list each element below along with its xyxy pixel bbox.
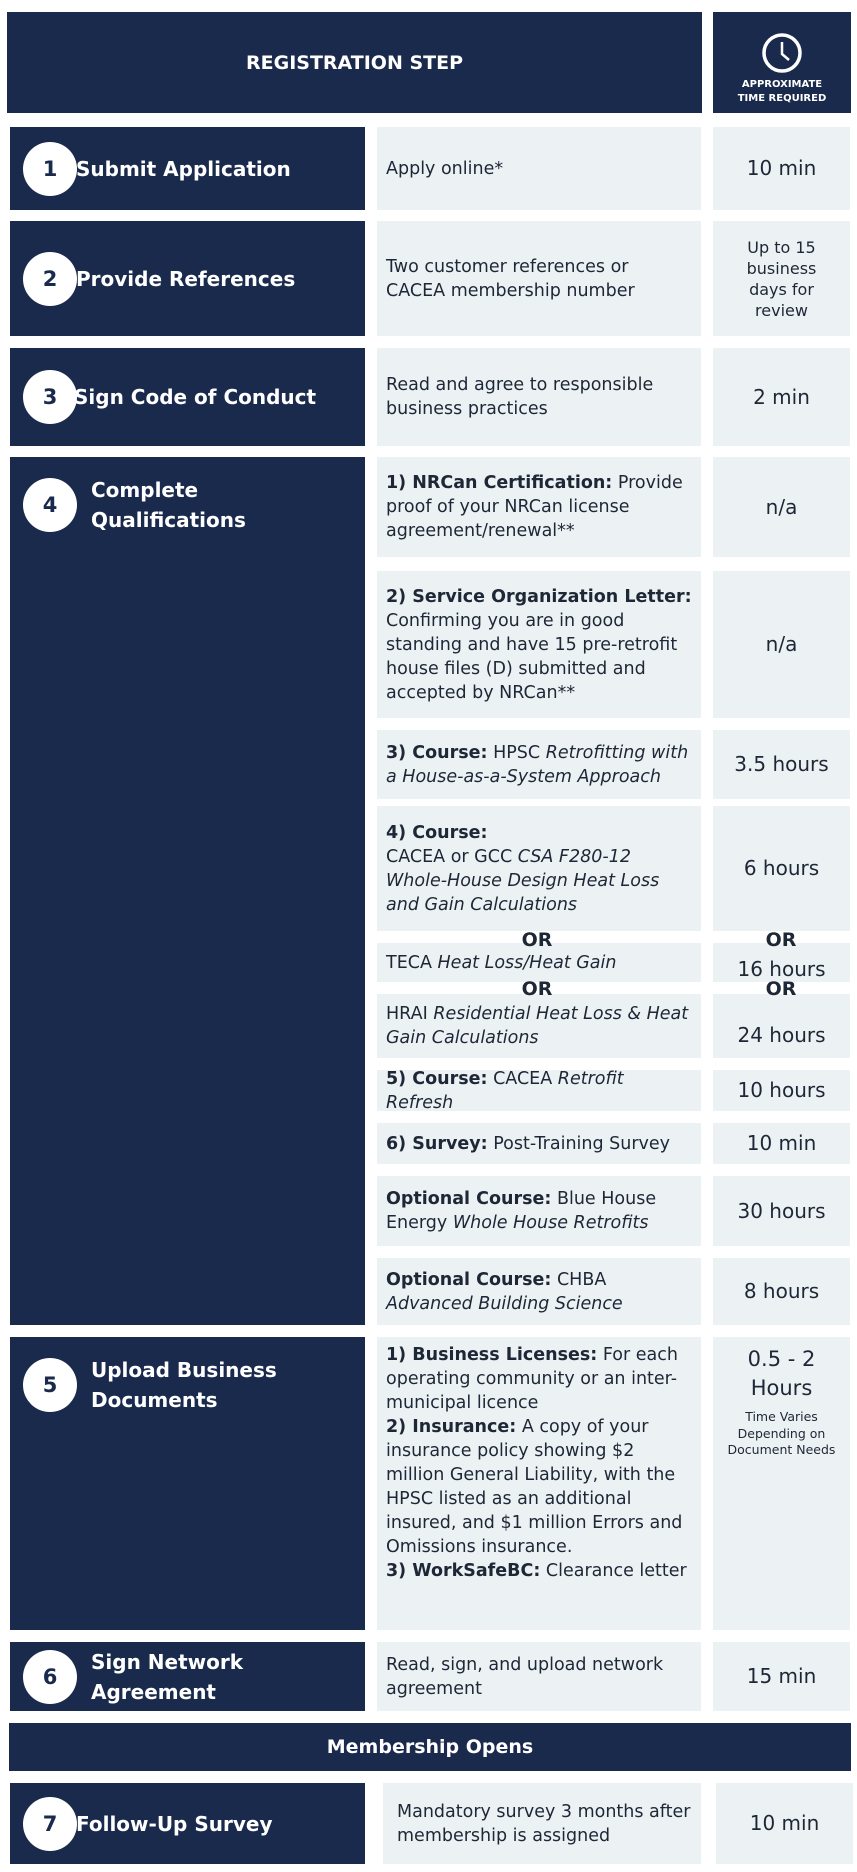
- text: A copy of your insurance policy showing $2 million General Liability, with the HPSC listed as an additional insured, and $1 million Errors and Omissions insurance.: [386, 1417, 683, 1557]
- time-label-line-1: APPROXIMATE: [741, 79, 823, 90]
- text: Apply online*: [386, 158, 504, 179]
- step-title-line: Sign Network: [91, 1649, 244, 1674]
- qualification-description: [377, 806, 701, 931]
- time-value: 6 hours: [743, 856, 820, 880]
- description-text: [386, 373, 693, 421]
- text: Read, sign, and upload network agreement: [386, 1654, 664, 1699]
- step-description: [377, 221, 701, 336]
- time-content: [731, 237, 832, 321]
- qualification-time: [713, 457, 850, 557]
- label-bold: 1) NRCan Certification:: [386, 473, 613, 493]
- text: Read and agree to responsible business practices: [386, 375, 654, 419]
- text: CHBA: [551, 1269, 607, 1290]
- title-italic: Retrofitting with a House-as-a-System Approach: [386, 742, 689, 787]
- time-note: Time Varies Depending on Document Needs: [727, 1409, 836, 1457]
- label-bold: 2) Service Organization Letter:: [386, 586, 692, 607]
- description-text: [386, 1268, 693, 1316]
- text: Two customer references or CACEA membership number: [386, 256, 635, 301]
- text: Clearance letter: [540, 1561, 687, 1581]
- step-6-cell: [10, 1642, 365, 1711]
- title-italic: Residential Heat Loss & Heat Gain Calculations: [386, 1004, 689, 1048]
- time-value: 10 hours: [737, 1078, 826, 1102]
- or-separator: OR: [765, 978, 797, 1000]
- or-separator: OR: [521, 978, 553, 1000]
- title-italic: Heat Loss/Heat Gain: [437, 952, 617, 973]
- step-number-badge: 5: [23, 1358, 77, 1412]
- qualification-time: [713, 1070, 850, 1111]
- text: TECA: [386, 952, 438, 973]
- text: Blue House Energy: [386, 1189, 657, 1233]
- description-paragraph: [386, 157, 503, 181]
- time-content: [747, 1664, 817, 1689]
- qualification-time: [713, 1176, 850, 1246]
- qualification-time: [713, 571, 850, 718]
- time-value: n/a: [765, 632, 798, 656]
- registration-step-header: [7, 12, 702, 113]
- qualification-description: [377, 1123, 701, 1164]
- time-value: Up to 15 business days for review: [746, 237, 817, 320]
- description-text: [386, 1067, 693, 1115]
- time-value: 24 hours: [737, 1023, 826, 1047]
- description-text: [397, 1800, 693, 1848]
- label-bold: 6) Survey:: [386, 1133, 488, 1154]
- time-content: [747, 156, 817, 181]
- qualification-time: [713, 806, 850, 931]
- step-description: [377, 348, 701, 446]
- step-time: [713, 221, 850, 336]
- step-time: [713, 1337, 850, 1630]
- title-italic: Retrofit Refresh: [386, 1068, 624, 1113]
- text: HPSC: [487, 742, 546, 763]
- step-title-line: Complete: [91, 478, 199, 502]
- label-bold: 1) Business Licenses:: [386, 1345, 598, 1365]
- step-title: [91, 1647, 243, 1707]
- step-title-line: Agreement: [91, 1679, 216, 1704]
- qualification-description: [377, 730, 701, 799]
- text: Confirming you are in good standing and have 15 pre-retrofit house files (D) submitted and accepted by NRCan**: [386, 610, 678, 703]
- text: Mandatory survey 3 months after membership is assigned: [397, 1801, 691, 1846]
- description-paragraph: [397, 1800, 693, 1848]
- time-value: 16 hours: [737, 957, 826, 981]
- label-bold: 2) Insurance:: [386, 1417, 517, 1437]
- step-3-cell: [10, 348, 365, 446]
- label-bold: 5) Course:: [386, 1068, 488, 1089]
- qualification-time: [713, 1123, 850, 1164]
- step-time: [713, 348, 850, 446]
- time-content: [713, 1345, 850, 1459]
- description-text: [386, 1002, 693, 1050]
- text: CACEA or GCC: [386, 846, 518, 867]
- step-7-cell: [10, 1783, 365, 1864]
- description-text: [386, 1653, 693, 1701]
- qualification-time: [713, 994, 850, 1058]
- description-paragraph: [386, 1343, 693, 1415]
- step-1-cell: [10, 127, 365, 210]
- membership-opens-banner: [9, 1723, 851, 1771]
- description-text: [386, 157, 503, 181]
- label-bold: Optional Course:: [386, 1189, 552, 1209]
- step-title: [76, 1809, 272, 1839]
- time-content: [753, 385, 810, 410]
- step-title: [91, 475, 246, 535]
- step-time: [713, 1642, 850, 1711]
- step-title-line: Submit Application: [76, 156, 291, 181]
- or-separator: OR: [765, 929, 797, 951]
- qualification-description: [377, 1070, 701, 1111]
- step-number-badge: 6: [23, 1650, 77, 1704]
- description-text: [386, 741, 693, 789]
- time-value: 0.5 - 2 Hours: [747, 1347, 816, 1400]
- title-italic: CSA F280-12 Whole-House Design Heat Loss and Gain Calculations: [386, 846, 660, 915]
- description-paragraph: [386, 1653, 693, 1701]
- registration-step-label: REGISTRATION STEP: [245, 51, 464, 74]
- step-title-line: Documents: [91, 1388, 218, 1412]
- step-description: [377, 1642, 701, 1711]
- qualification-description: [377, 571, 701, 718]
- membership-opens-label: Membership Opens: [326, 1736, 534, 1758]
- step-number-badge: 7: [23, 1797, 77, 1851]
- step-time: [716, 1783, 853, 1864]
- description-text: [386, 585, 693, 705]
- step-description: [377, 127, 701, 210]
- qualification-description: [377, 1176, 701, 1246]
- step-title: [76, 154, 291, 184]
- step-number-badge: 3: [23, 370, 77, 424]
- time-required-header: [713, 12, 851, 113]
- qualification-description: [377, 457, 701, 557]
- description-text: [386, 1187, 693, 1235]
- step-number-badge: 4: [23, 478, 77, 532]
- time-label-line-2: TIME REQUIRED: [737, 93, 827, 104]
- step-number-badge: 2: [23, 252, 77, 306]
- step-time: [713, 127, 850, 210]
- description-paragraph: [386, 373, 693, 421]
- text: Post-Training Survey: [487, 1133, 671, 1154]
- time-value: 15 min: [746, 1664, 817, 1688]
- step-description: [377, 1337, 701, 1630]
- description-paragraph: [386, 1559, 693, 1583]
- step-title-line: Upload Business: [91, 1358, 277, 1382]
- label-bold: Optional Course:: [386, 1269, 552, 1290]
- title-italic: Whole House Retrofits: [452, 1213, 649, 1233]
- text: HRAI: [386, 1004, 434, 1024]
- description-text: [386, 1343, 693, 1583]
- description-text: [386, 821, 693, 917]
- step-title-line: Sign Code of Conduct: [74, 385, 317, 409]
- qualification-time: [713, 730, 850, 799]
- or-separator: OR: [521, 929, 553, 951]
- label-bold: 4) Course:: [386, 822, 488, 843]
- time-value: 8 hours: [743, 1279, 820, 1303]
- time-value: 2 min: [753, 384, 810, 409]
- step-title: [76, 264, 295, 294]
- description-text: [386, 471, 693, 543]
- description-text: [386, 1132, 670, 1156]
- step-number-badge: 1: [23, 142, 77, 196]
- step-description: [383, 1783, 701, 1864]
- step-2-cell: [10, 221, 365, 336]
- step-4-cell: [10, 457, 365, 1325]
- title-italic: Advanced Building Science: [386, 1293, 623, 1314]
- step-title-line: Qualifications: [91, 508, 246, 532]
- time-value: n/a: [765, 494, 798, 519]
- description-paragraph: [386, 255, 693, 303]
- step-title-line: Follow-Up Survey: [76, 1811, 273, 1836]
- step-title: [91, 1355, 277, 1415]
- qualification-description: [377, 994, 701, 1058]
- time-value: 10 min: [746, 1131, 817, 1155]
- qualification-description: [377, 1258, 701, 1325]
- step-5-cell: [10, 1337, 365, 1630]
- time-value: 10 min: [746, 156, 817, 180]
- time-value: 3.5 hours: [734, 752, 829, 776]
- time-content: [750, 1811, 820, 1836]
- time-value: 10 min: [749, 1811, 820, 1835]
- time-value: 30 hours: [737, 1198, 826, 1223]
- text: Provide proof of your NRCan license agreement/renewal**: [386, 473, 683, 541]
- text: For each operating community or an inter-municipal licence: [386, 1345, 678, 1413]
- description-text: [386, 951, 617, 975]
- step-title: [74, 382, 316, 412]
- clock-icon: [760, 31, 804, 75]
- description-paragraph: [386, 1415, 693, 1559]
- text: CACEA: [487, 1068, 558, 1089]
- label-bold: 3) Course:: [386, 742, 488, 763]
- description-text: [386, 255, 693, 303]
- label-bold: 3) WorkSafeBC:: [386, 1561, 541, 1581]
- step-title-line: Provide References: [76, 266, 296, 291]
- qualification-time: [713, 1258, 850, 1325]
